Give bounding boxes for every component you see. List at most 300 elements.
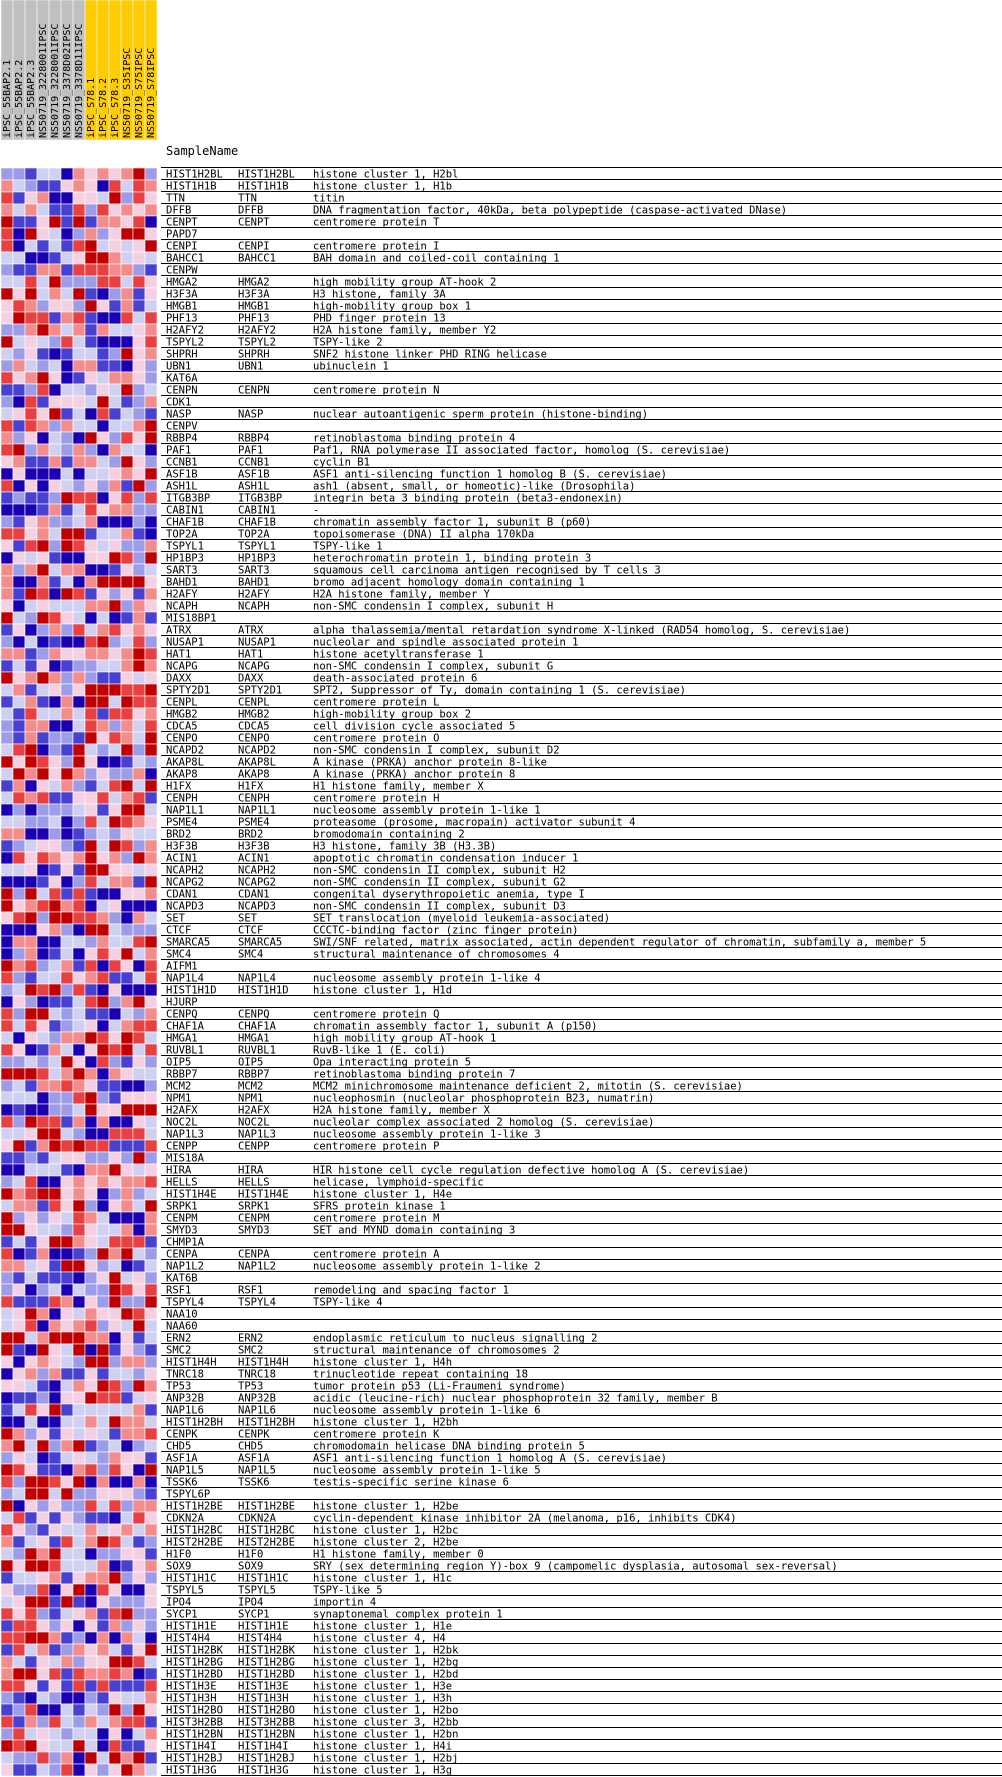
heatmap-cell	[25, 1752, 37, 1764]
heatmap-cell	[133, 816, 145, 828]
heatmap-cell	[61, 1332, 73, 1344]
heatmap-cell	[49, 840, 61, 852]
heatmap-cell	[133, 1560, 145, 1572]
heatmap-cell	[133, 1548, 145, 1560]
heatmap-cell	[85, 864, 97, 876]
heatmap-cell	[61, 732, 73, 744]
heatmap-cell	[109, 1620, 121, 1632]
heatmap-cell	[85, 300, 97, 312]
row-gene-id: HIST4H4	[238, 1632, 283, 1645]
row-gene-description: TSPY-like 2	[313, 336, 383, 349]
column-header	[13, 0, 25, 140]
heatmap-cell	[1, 1224, 13, 1236]
heatmap-cell	[133, 612, 145, 624]
heatmap-cell	[145, 1476, 157, 1488]
row-gene-symbol: HAT1	[166, 648, 192, 661]
heatmap-cell	[109, 1428, 121, 1440]
heatmap-cell	[61, 600, 73, 612]
row-gene-id: CCNB1	[238, 456, 270, 469]
row-gene-id: HIST1H4I	[238, 1740, 289, 1753]
heatmap-cell	[61, 1620, 73, 1632]
heatmap-cell	[61, 348, 73, 360]
heatmap-cell	[109, 480, 121, 492]
heatmap-cell	[145, 1260, 157, 1272]
row-gene-id: HIST1H1E	[238, 1620, 289, 1633]
heatmap-cell	[1, 1608, 13, 1620]
heatmap-cell	[1, 1332, 13, 1344]
heatmap-cell	[25, 288, 37, 300]
heatmap-cell	[49, 336, 61, 348]
heatmap-cell	[121, 504, 133, 516]
heatmap-cell	[133, 180, 145, 192]
row-gene-id: HMGA2	[238, 276, 270, 289]
heatmap-cell	[37, 1656, 49, 1668]
heatmap-cell	[25, 744, 37, 756]
heatmap-cell	[133, 360, 145, 372]
heatmap-cell	[61, 828, 73, 840]
heatmap-cell	[37, 360, 49, 372]
row-gene-description: histone cluster 1, H1b	[313, 180, 453, 193]
heatmap-cell	[133, 756, 145, 768]
row-gene-symbol: CDAN1	[166, 888, 198, 901]
row-gene-description: remodeling and spacing factor 1	[313, 1284, 509, 1297]
row-gene-description: centromere protein M	[313, 1212, 440, 1225]
heatmap-cell	[121, 204, 133, 216]
heatmap-cell	[37, 1224, 49, 1236]
heatmap-cell	[97, 1104, 109, 1116]
heatmap-cell	[1, 732, 13, 744]
heatmap-cell	[121, 612, 133, 624]
heatmap-cell	[85, 756, 97, 768]
heatmap-cell	[61, 1200, 73, 1212]
heatmap-cell	[13, 720, 25, 732]
heatmap-cell	[37, 1632, 49, 1644]
heatmap-cell	[13, 636, 25, 648]
heatmap-cell	[73, 744, 85, 756]
heatmap-cell	[85, 1212, 97, 1224]
heatmap-cell	[97, 1560, 109, 1572]
heatmap-cell	[73, 456, 85, 468]
heatmap-cell	[49, 708, 61, 720]
heatmap-cell	[73, 816, 85, 828]
heatmap-cell	[97, 1524, 109, 1536]
heatmap-cell	[121, 972, 133, 984]
row-gene-id: RBBP7	[238, 1068, 270, 1081]
heatmap-cell	[73, 324, 85, 336]
heatmap-cell	[61, 1488, 73, 1500]
row-gene-description: nuclear autoantigenic sperm protein (histone-binding)	[313, 408, 649, 421]
heatmap-cell	[73, 1752, 85, 1764]
heatmap-cell	[121, 1620, 133, 1632]
heatmap-cell	[73, 540, 85, 552]
row-gene-id: SYCP1	[238, 1608, 270, 1621]
row-gene-description: non-SMC condensin I complex, subunit H	[313, 600, 554, 613]
heatmap-cell	[37, 1260, 49, 1272]
heatmap-cell	[73, 1296, 85, 1308]
row-gene-description: non-SMC condensin I complex, subunit D2	[313, 744, 560, 757]
row-gene-description: congenital dyserythropoietic anemia, type I	[313, 888, 585, 901]
heatmap-cell	[133, 456, 145, 468]
heatmap-cell	[145, 396, 157, 408]
heatmap-cell	[97, 204, 109, 216]
heatmap-cell	[49, 1416, 61, 1428]
heatmap-cell	[1, 1416, 13, 1428]
heatmap-cell	[109, 1488, 121, 1500]
heatmap-cell	[133, 936, 145, 948]
heatmap-cell	[1, 972, 13, 984]
heatmap-cell	[49, 780, 61, 792]
heatmap-cell	[145, 852, 157, 864]
heatmap-cell	[13, 1560, 25, 1572]
row-gene-description: histone cluster 1, H2bo	[313, 1704, 459, 1717]
heatmap-cell	[85, 780, 97, 792]
heatmap-cell	[109, 576, 121, 588]
heatmap-cell	[85, 1056, 97, 1068]
row-gene-id: CHAF1A	[238, 1020, 276, 1033]
heatmap-cell	[85, 1128, 97, 1140]
row-gene-description: histone cluster 3, H2bb	[313, 1716, 459, 1729]
heatmap-cell	[25, 1164, 37, 1176]
heatmap-cell	[49, 696, 61, 708]
row-gene-symbol: NCAPG	[166, 660, 198, 673]
heatmap-cell	[121, 516, 133, 528]
heatmap-cell	[73, 552, 85, 564]
heatmap-cell	[25, 1524, 37, 1536]
heatmap-cell	[133, 1212, 145, 1224]
row-gene-id: TOP2A	[238, 528, 270, 541]
row-gene-description: H2A histone family, member Y2	[313, 324, 497, 337]
heatmap-cell	[97, 1752, 109, 1764]
heatmap-cell	[145, 1620, 157, 1632]
heatmap-cell	[85, 168, 97, 180]
heatmap-cell	[37, 876, 49, 888]
heatmap-cell	[13, 960, 25, 972]
heatmap-cell	[13, 660, 25, 672]
heatmap-cell	[37, 456, 49, 468]
heatmap-cell	[133, 720, 145, 732]
heatmap-cell	[145, 180, 157, 192]
heatmap-cell	[109, 504, 121, 516]
heatmap-cell	[1, 1620, 13, 1632]
row-gene-description: H2A histone family, member Y	[313, 588, 491, 601]
heatmap-cell	[133, 312, 145, 324]
heatmap-cell	[37, 1176, 49, 1188]
row-gene-symbol: PAF1	[166, 444, 192, 457]
heatmap-cell	[145, 420, 157, 432]
heatmap-cell	[37, 600, 49, 612]
heatmap-cell	[85, 396, 97, 408]
row-gene-symbol: UBN1	[166, 360, 192, 373]
heatmap-cell	[1, 852, 13, 864]
column-label: NS50719_S75IPSC	[134, 47, 145, 138]
row-gene-symbol: NAP1L2	[166, 1260, 204, 1273]
heatmap-cell	[121, 1632, 133, 1644]
row-gene-symbol: HIST1H2BJ	[166, 1752, 223, 1765]
heatmap-cell	[121, 744, 133, 756]
heatmap-cell	[145, 912, 157, 924]
heatmap-cell	[121, 1740, 133, 1752]
heatmap-cell	[1, 660, 13, 672]
heatmap-cell	[61, 1668, 73, 1680]
heatmap-cell	[1, 1236, 13, 1248]
heatmap-cell	[121, 1008, 133, 1020]
heatmap-cell	[73, 204, 85, 216]
heatmap-cell	[145, 876, 157, 888]
heatmap-cell	[133, 252, 145, 264]
heatmap-cell	[25, 1236, 37, 1248]
heatmap-cell	[25, 348, 37, 360]
row-gene-symbol: H2AFY	[166, 588, 198, 601]
heatmap-cell	[97, 1068, 109, 1080]
heatmap-cell	[1, 1644, 13, 1656]
heatmap-cell	[145, 1140, 157, 1152]
row-gene-symbol: HP1BP3	[166, 552, 204, 565]
row-gene-description: histone cluster 1, H2bc	[313, 1524, 459, 1537]
heatmap-cell	[121, 720, 133, 732]
heatmap-cell	[97, 840, 109, 852]
heatmap-cell	[37, 1716, 49, 1728]
heatmap-cell	[13, 564, 25, 576]
heatmap-cell	[61, 516, 73, 528]
heatmap-cell	[49, 876, 61, 888]
row-gene-id: H3F3B	[238, 840, 270, 853]
heatmap-cell	[121, 948, 133, 960]
heatmap-cell	[49, 1608, 61, 1620]
heatmap-cell	[37, 840, 49, 852]
row-gene-symbol: H1FX	[166, 780, 192, 793]
heatmap-cell	[121, 1212, 133, 1224]
heatmap-cell	[61, 1380, 73, 1392]
heatmap-cell	[61, 1116, 73, 1128]
heatmap-cell	[13, 1656, 25, 1668]
row-gene-description: trinucleotide repeat containing 18	[313, 1368, 528, 1381]
heatmap-cell	[145, 300, 157, 312]
heatmap-cell	[109, 864, 121, 876]
heatmap-cell	[97, 444, 109, 456]
heatmap-cell	[49, 1236, 61, 1248]
heatmap-cell	[25, 384, 37, 396]
heatmap-cell	[1, 348, 13, 360]
heatmap-cell	[61, 1164, 73, 1176]
row-gene-symbol: CHMP1A	[166, 1236, 204, 1249]
row-gene-id: NOC2L	[238, 1116, 270, 1129]
row-gene-description: endoplasmic reticulum to nucleus signalling 2	[313, 1332, 598, 1345]
heatmap-cell	[49, 408, 61, 420]
heatmap-cell	[37, 1236, 49, 1248]
row-gene-symbol: CENPT	[166, 216, 198, 229]
row-gene-description: cyclin B1	[313, 456, 370, 469]
row-gene-id: NCAPH	[238, 600, 270, 613]
heatmap-cell	[133, 1140, 145, 1152]
heatmap-cell	[73, 708, 85, 720]
heatmap-cell	[37, 1560, 49, 1572]
heatmap-cell	[121, 1584, 133, 1596]
heatmap-cell	[121, 1056, 133, 1068]
heatmap-cell	[13, 864, 25, 876]
heatmap-cell	[145, 288, 157, 300]
heatmap-cell	[73, 768, 85, 780]
heatmap-cell	[85, 588, 97, 600]
heatmap-cell	[145, 312, 157, 324]
row-gene-description: centromere protein N	[313, 384, 440, 397]
heatmap-cell	[121, 192, 133, 204]
row-gene-description: CCCTC-binding factor (zinc finger protein)	[313, 924, 579, 937]
heatmap-cell	[73, 1512, 85, 1524]
heatmap-cell	[61, 1596, 73, 1608]
heatmap-cell	[145, 888, 157, 900]
heatmap-cell	[73, 1500, 85, 1512]
heatmap-cell	[37, 1200, 49, 1212]
heatmap-cell	[37, 1620, 49, 1632]
heatmap-cell	[121, 276, 133, 288]
heatmap-cell	[1, 1284, 13, 1296]
heatmap-cell	[25, 1320, 37, 1332]
heatmap-cell	[61, 612, 73, 624]
row-gene-symbol: CHD5	[166, 1440, 192, 1453]
heatmap-cell	[61, 1284, 73, 1296]
row-gene-id: TNRC18	[238, 1368, 276, 1381]
row-gene-symbol: HJURP	[166, 996, 198, 1009]
row-gene-description: A kinase (PRKA) anchor protein 8-like	[313, 756, 547, 769]
heatmap-cell	[133, 924, 145, 936]
heatmap-cell	[85, 216, 97, 228]
heatmap-cell	[109, 684, 121, 696]
heatmap-cell	[49, 1284, 61, 1296]
row-gene-description: high-mobility group box 1	[313, 300, 472, 313]
heatmap-cell	[73, 1188, 85, 1200]
heatmap-cell	[49, 1572, 61, 1584]
heatmap-cell	[121, 1188, 133, 1200]
heatmap-cell	[1, 1068, 13, 1080]
heatmap-cell	[61, 984, 73, 996]
heatmap-cell	[25, 1548, 37, 1560]
heatmap-cell	[133, 1308, 145, 1320]
heatmap-cell	[97, 192, 109, 204]
row-gene-symbol: SMC2	[166, 1344, 192, 1357]
heatmap-cell	[1, 1524, 13, 1536]
heatmap-cell	[109, 1008, 121, 1020]
heatmap-cell	[109, 372, 121, 384]
heatmap-cell	[49, 852, 61, 864]
row-gene-description: centromere protein T	[313, 216, 440, 229]
heatmap-cell	[61, 468, 73, 480]
heatmap-cell	[97, 1308, 109, 1320]
row-gene-id: NAP1L2	[238, 1260, 276, 1273]
heatmap-cell	[73, 216, 85, 228]
heatmap-cell	[25, 768, 37, 780]
row-gene-description: nucleosome assembly protein 1-like 6	[313, 1404, 541, 1417]
row-gene-id: H1FX	[238, 780, 264, 793]
heatmap-cell	[73, 1056, 85, 1068]
heatmap-cell	[121, 1080, 133, 1092]
heatmap-cell	[97, 816, 109, 828]
heatmap-cell	[1, 816, 13, 828]
heatmap-cell	[97, 456, 109, 468]
heatmap-cell	[13, 624, 25, 636]
heatmap-cell	[25, 312, 37, 324]
heatmap-cell	[25, 732, 37, 744]
heatmap-cell	[145, 660, 157, 672]
row-gene-description: chromatin assembly factor 1, subunit B (p60)	[313, 516, 592, 529]
heatmap-cell	[133, 1584, 145, 1596]
heatmap-cell	[1, 240, 13, 252]
heatmap-cell	[121, 900, 133, 912]
heatmap-cell	[49, 1704, 61, 1716]
row-gene-id: HAT1	[238, 648, 264, 661]
heatmap-cell	[121, 1488, 133, 1500]
heatmap-cell	[121, 264, 133, 276]
heatmap-cell	[73, 300, 85, 312]
heatmap-cell	[121, 1464, 133, 1476]
row-gene-id: HIST1H3E	[238, 1680, 289, 1693]
heatmap-cell	[85, 1356, 97, 1368]
heatmap-cell	[25, 960, 37, 972]
heatmap-cell	[13, 420, 25, 432]
heatmap-cell	[37, 216, 49, 228]
heatmap-cell	[49, 504, 61, 516]
heatmap-cell	[145, 1308, 157, 1320]
heatmap-cell	[73, 1704, 85, 1716]
heatmap-cell	[85, 504, 97, 516]
heatmap-cell	[85, 1476, 97, 1488]
heatmap-cell	[1, 1368, 13, 1380]
heatmap-cell	[61, 1584, 73, 1596]
row-gene-description: histone cluster 1, H4i	[313, 1740, 453, 1753]
heatmap-cell	[13, 1176, 25, 1188]
row-gene-symbol: BAHD1	[166, 576, 198, 589]
heatmap-cell	[61, 1608, 73, 1620]
heatmap-cell	[97, 852, 109, 864]
heatmap-cell	[97, 1404, 109, 1416]
heatmap-cell	[133, 1740, 145, 1752]
row-gene-id: NAP1L1	[238, 804, 276, 817]
heatmap-cell	[145, 1452, 157, 1464]
heatmap-cell	[97, 1584, 109, 1596]
heatmap-cell	[73, 636, 85, 648]
heatmap-cell	[49, 1320, 61, 1332]
row-gene-symbol: BRD2	[166, 828, 192, 841]
row-gene-description: MCM2 minichromosome maintenance deficient 2, mitotin (S. cerevisiae)	[313, 1080, 743, 1093]
heatmap-cell	[145, 1116, 157, 1128]
heatmap-cell	[25, 1716, 37, 1728]
heatmap-cell	[37, 1116, 49, 1128]
heatmap-cell	[85, 468, 97, 480]
heatmap-cell	[49, 432, 61, 444]
heatmap-cell	[49, 1020, 61, 1032]
heatmap-cell	[133, 564, 145, 576]
heatmap-cell	[61, 480, 73, 492]
row-gene-description: ASF1 anti-silencing function 1 homolog A (S. cerevisiae)	[313, 1452, 668, 1465]
heatmap-cell	[1, 504, 13, 516]
heatmap-cell	[49, 792, 61, 804]
heatmap-cell	[85, 948, 97, 960]
heatmap-cell	[61, 1272, 73, 1284]
row-gene-symbol: NAA10	[166, 1308, 198, 1321]
heatmap-cell	[109, 660, 121, 672]
row-gene-description: nucleolar and spindle associated protein 1	[313, 636, 579, 649]
heatmap-cell	[109, 1416, 121, 1428]
heatmap-cell	[25, 1440, 37, 1452]
heatmap-cell	[121, 1116, 133, 1128]
heatmap-cell	[13, 240, 25, 252]
heatmap-cell	[13, 360, 25, 372]
heatmap-cell	[121, 816, 133, 828]
heatmap-cell	[25, 1128, 37, 1140]
heatmap-cell	[121, 1680, 133, 1692]
row-gene-id: H3F3A	[238, 288, 270, 301]
heatmap-cell	[145, 1044, 157, 1056]
heatmap-cell	[145, 384, 157, 396]
